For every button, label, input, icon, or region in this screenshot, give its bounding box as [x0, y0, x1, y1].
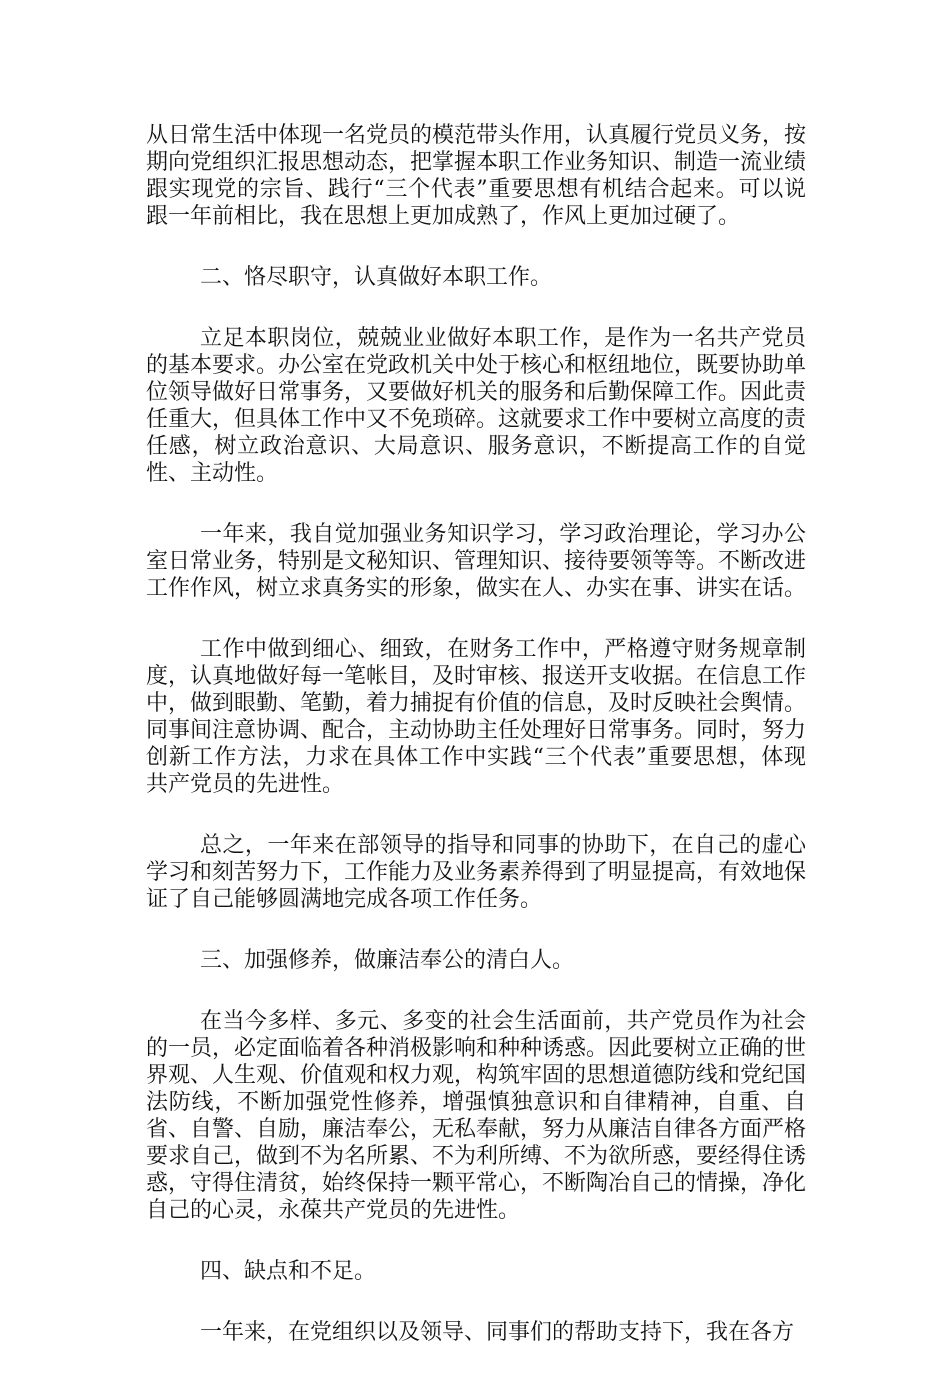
paragraph: 工作中做到细心、细致，在财务工作中，严格遵守财务规章制度，认真地做好每一笔帐目，及时审核、报送开支收据。在信息工作中，做到眼勤、笔勤，着力捕捉有价值的信息，及时反映社会舆情。同事间注意协调、配合，主动协助主任处理好日常事务。同时，努力创新工作方法，力求在具体工作中实践“三个代表”重要思想，体现共产党员的先进性。: [146, 637, 807, 797]
section-heading-2: 二、恪尽职守，认真做好本职工作。: [200, 265, 553, 290]
section-heading-4: 四、缺点和不足。: [200, 1259, 377, 1284]
document-body: [146, 122, 806, 1380]
paragraph: 一年来，在党组织以及领导、同事们的帮助支持下，我在各方: [200, 1320, 795, 1345]
paragraph: 在当今多样、多元、多变的社会生活面前，共产党员作为社会的一员，必定面临着各种消极影响和种种诱惑。因此要树立正确的世界观、人生观、价值观和权力观，构筑牢固的思想道德防线和党纪国法防线，不断加强党性修养，增强慎独意识和自律精神，自重、自省、自警、自励，廉洁奉公，无私奉献，努力从廉洁自律各方面严格要求自己，做到不为名所累、不为利所缚、不为欲所惑，要经得住诱惑，守得住清贫，始终保持一颗平常心，不断陶冶自己的情操，净化自己的心灵，永葆共产党员的先进性。: [146, 1009, 807, 1223]
section-heading-3: 三、加强修养，做廉洁奉公的清白人。: [200, 948, 575, 973]
paragraph: 立足本职岗位，兢兢业业做好本职工作，是作为一名共产党员的基本要求。办公室在党政机关中处于核心和枢纽地位，既要协助单位领导做好日常事务，又要做好机关的服务和后勤保障工作。因此责任重大，但具体工作中又不免琐碎。这就要求工作中要树立高度的责任感，树立政治意识、大局意识、服务意识，不断提高工作的自觉性、主动性。: [146, 326, 807, 486]
paragraph: 总之，一年来在部领导的指导和同事的协助下，在自己的虚心学习和刻苦努力下，工作能力及业务素养得到了明显提高，有效地保证了自己能够圆满地完成各项工作任务。: [146, 833, 807, 912]
paragraph: 一年来，我自觉加强业务知识学习，学习政治理论，学习办公室日常业务，特别是文秘知识、管理知识、接待要领等等。不断改进工作作风，树立求真务实的形象，做实在人、办实在事、讲实在话。: [146, 522, 807, 601]
paragraph-continuation: 从日常生活中体现一名党员的模范带头作用，认真履行党员义务，按期向党组织汇报思想动态，把掌握本职工作业务知识、制造一流业绩跟实现党的宗旨、践行“三个代表”重要思想有机结合起来。可以说跟一年前相比，我在思想上更加成熟了，作风上更加过硬了。: [146, 123, 807, 229]
